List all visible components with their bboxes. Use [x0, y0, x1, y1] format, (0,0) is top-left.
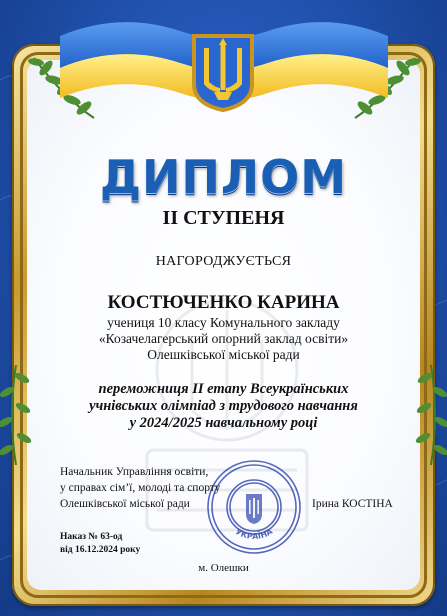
award-line: учнівських олімпіад з трудового навчання — [89, 398, 358, 414]
signature-position-line: Начальник Управління освіти, — [60, 466, 209, 478]
order-date: від 16.12.2024 року — [60, 545, 141, 555]
award-line: у 2024/2025 навчальному році — [129, 415, 318, 431]
school-line: Олешківської міської ради — [147, 347, 300, 362]
school-line: «Козачелагерський опорний заклад освіти» — [98, 331, 349, 346]
stamp-country: УКРАЇНА — [233, 526, 275, 542]
signatory-name: Ірина КОСТІНА — [312, 498, 393, 510]
diploma-title: ДИПЛОМ — [99, 150, 348, 204]
order-number: Наказ № 63-од — [60, 532, 123, 542]
city: м. Олешки — [198, 562, 249, 574]
signature-position-line: Олешківської міської ради — [60, 498, 190, 510]
diploma-degree: ІІ СТУПЕНЯ — [162, 207, 285, 229]
school-line: учениця 10 класу Комунального закладу — [107, 315, 340, 330]
awarded-label: НАГОРОДЖУЄТЬСЯ — [155, 254, 292, 269]
recipient-name: КОСТЮЧЕНКО КАРИНА — [107, 292, 340, 313]
trident-coat-of-arms-icon — [190, 32, 256, 112]
signature-position-line: у справах сім’ї, молоді та спорту — [60, 482, 221, 494]
official-stamp-icon — [205, 458, 303, 556]
svg-text:УКРАЇНА — [234, 527, 275, 542]
award-line: переможниця ІІ етапу Всеукраїнських — [98, 381, 349, 397]
